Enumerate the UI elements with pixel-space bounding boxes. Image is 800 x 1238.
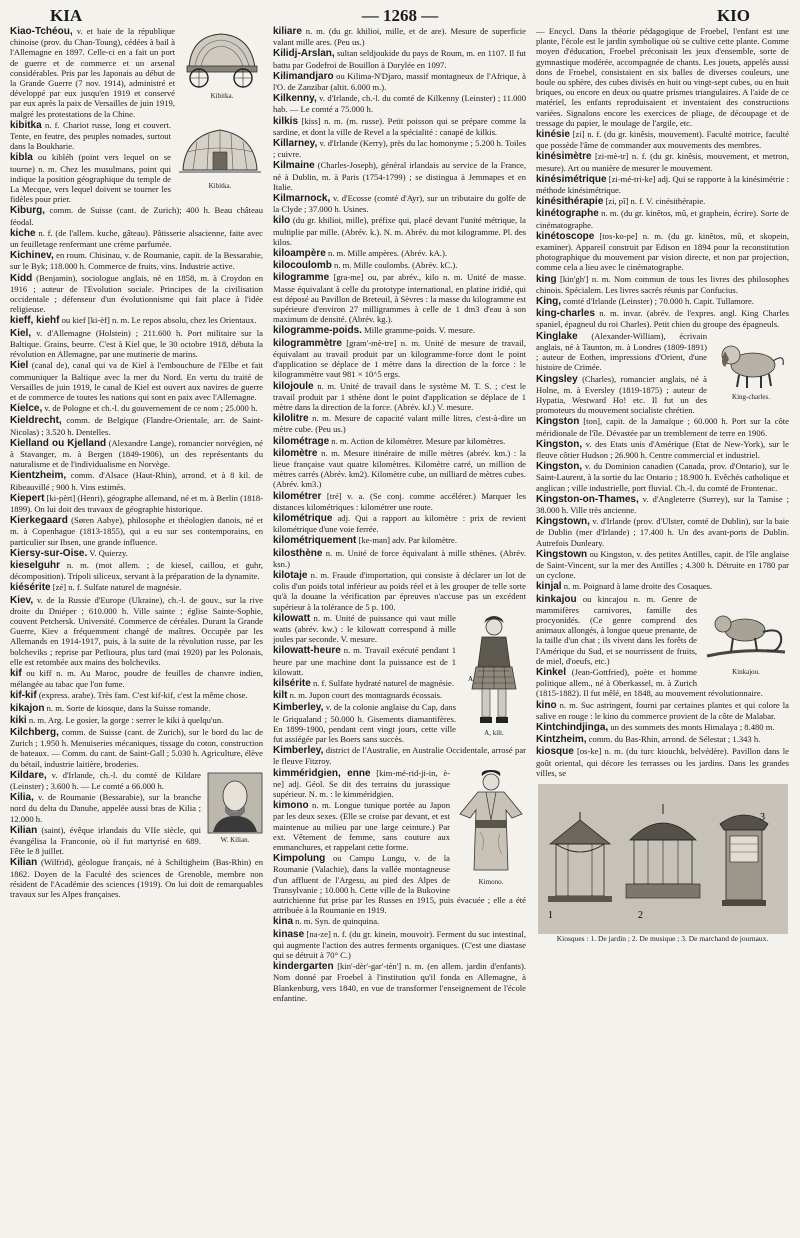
entry-definition: v. d'Angleterre (Surrey), sur la Tamise ; 38.000 h. Ville très ancienne. (536, 493, 789, 515)
dictionary-entry (10, 548, 263, 559)
dictionary-entry (10, 205, 263, 226)
entry-headword: kilomètre (273, 447, 318, 459)
dictionary-entry (536, 296, 789, 307)
entry-headword: kinétographe (536, 208, 599, 220)
entry-definition: ou kiff n. m. Au Maroc, poudre de feuilles de chanvre indien, mélangée au tabac que l'on fume. (10, 667, 263, 690)
kilt-illustration (462, 615, 526, 727)
entry-headword: Kintchindjinga, (536, 722, 609, 733)
entry-headword: kilosthène (273, 547, 323, 559)
entry-headword: kibitka (10, 119, 42, 131)
entry-definition: [ton], capit. de la Jamaïque ; 60.000 h. Port sur la côte méridionale de l'île. Dévastée par un tremblement de terre en 1906. (536, 416, 789, 438)
entry-definition: v. de Roumanie (Bessarabie), sur la branche nord du delta du Danube, appelée aussi bras de Kilia ; 12.000 h. (10, 792, 201, 824)
figure-caption: King-charles. (732, 392, 770, 401)
entry-definition: [ki-pèrt] (Henri), géographe allemand, né et m. à Berlin (1818-1899). On lui doit des travaux de géographie historique. (10, 492, 263, 514)
dictionary-entry (273, 448, 526, 490)
dictionary-entry (273, 570, 526, 612)
entry-definition: [gram'-mè-tre] n. m. Unité de mesure de travail, équivalant au travail produit par un kilogramme-force dont le point d'application se déplace de 1 mètre dans la direction de la force : le kilogrammètre vaut 981 × 10^5 ergs. (273, 337, 526, 380)
dictionary-entry (273, 381, 526, 413)
kibitka-wagon-illustration (181, 28, 263, 90)
entry-definition: [kiss] n. m. (m. russe). Petit poisson qui se prépare comme la sardine, et dont la ville de Revel a la spécialité : canapé de kilkis. (273, 115, 526, 137)
entry-headword: kilowatt (273, 612, 311, 624)
entry-headword: Kimberley, (273, 745, 324, 757)
dictionary-entry (10, 228, 263, 249)
dictionary-entry (10, 857, 263, 899)
entry-definition: v. d'Irlande, ch.-l. du comté de Kilkenny (Leinster) ; 11.000 hab. — Le comté a 75.000 h. (273, 93, 526, 115)
dictionary-entry (536, 700, 789, 721)
entry-headword: Kilidj-Arslan, (273, 48, 335, 60)
entry-definition: n. m. Fraude d'importation, qui consiste à déclarer un lot de colis d'un poids total inférieur au poids réel et à les grouper de telle sorte qu'à la douane la vérification par épreuves n'accuse pas un excédent supérieur à la tolérance de 5 p. 100. (273, 569, 526, 612)
entry-definition: v. d'Irlande (prov. d'Ulster, comté de Dublin), sur la baie de Dublin (mer d'Irlande) ; 17.400 h. Un des avant-ports de Dublin. Autrefois Dunleary. (536, 516, 789, 548)
entry-definition: (canal de), canal qui va de Kiel à l'embouchure de l'Elbe et fait communiquer la Baltique avec la mer du Nord. En vertu du traité de Versailles de juin 1919, le canal de Kiel est ouvert aux navires de guerre et de commerce de toutes les nations qui sont en paix avec l'Allemagne. (10, 360, 263, 402)
entry-definition: sultan seldjoukide du pays de Roum, m. en 1107. Il fut battu par Godefroi de Bouillon à Dorylée en 1097. (273, 48, 526, 70)
entry-definition: n. m. Mille ampères. (Abrév. kA.). (325, 248, 447, 259)
entry-definition: (Wilfrid), géologue français, né à Schiltigheim (Bas-Rhin) en 1862. Doyen de la Faculté des sciences de Grenoble, membre non résident de l'Académie des sciences (1919). On lui doit de remarquables travaux sur les Alpes françaises. (10, 857, 263, 900)
entry-definition: adj. Qui a rapport au kilomètre : prix de revient kilométrique d'une voie ferrée. (273, 512, 526, 535)
entry-headword: kilométrer (273, 490, 322, 502)
figure-caption: Kibitka. (210, 92, 234, 100)
kiosques-illustration (538, 784, 788, 934)
text-columns (10, 26, 790, 1232)
entry-headword: Kilmarnock, (273, 193, 331, 205)
dictionary-entry (273, 215, 526, 247)
entry-headword: kino (536, 699, 557, 711)
dictionary-entry (10, 668, 263, 689)
dictionary-entry (273, 436, 526, 447)
figure-caption: A, kilt. (484, 728, 504, 737)
dictionary-entry (273, 513, 526, 534)
entry-definition: [os-ke] n. m. (du turc kiouchk, belvédère). Pavillon dans le goût oriental, qui décore les terrasses ou les jardins. Dans les grandes villes, se (536, 746, 789, 778)
entry-definition: v. de Pologne et ch.-l. du gouvernement de ce nom ; 25.000 h. (42, 403, 258, 414)
entry-headword: Kimpolung (273, 853, 326, 865)
header-left-guideword: KIA (50, 6, 83, 25)
kibitka-tent-illustration (177, 122, 263, 180)
dictionary-entry (536, 174, 789, 195)
entry-headword: King, (536, 296, 561, 308)
entry-definition: comm. de Belgique (Flandre-Orientale, arr. de Saint-Nicolas) ; 3.520 h. Dentelles. (10, 415, 263, 437)
dictionary-entry (273, 961, 526, 1003)
entry-definition: n. m. Poignard à lame droite des Cosaques. (561, 581, 713, 592)
entry-headword: kieselguhr (10, 559, 61, 571)
entry-definition: n. f. Sulfate hydraté naturel de magnésie. (310, 677, 454, 688)
svg-text:3: 3 (759, 812, 765, 824)
entry-definition: ou Kilima-N'Djaro, massif montagneux de l'Afrique, à l'O. de Zanzibar (altit. 6.000 m.). (273, 70, 526, 93)
column-1 (10, 26, 263, 1232)
entry-headword: Kilkenny, (273, 93, 317, 105)
dictionary-entry (10, 493, 263, 514)
figure-kinkajou (703, 596, 789, 677)
entry-headword: Killarney, (273, 138, 318, 150)
entry-definition: n. m. Syn. de quinquina. (293, 916, 380, 927)
svg-text:A: A (468, 674, 474, 683)
entry-headword: kilocoulomb (273, 260, 332, 272)
dictionary-entry (273, 26, 526, 47)
entry-headword: Kingstown (536, 548, 588, 560)
entry-headword: Kientzheim, (10, 470, 67, 482)
entry-headword: Kingstown, (536, 516, 590, 528)
entry-definition: n. m. Suc astringent, fourni par certaines plantes et qui colore la salive en rouge : le kino du commerce provient de la côte de Malabar. (536, 699, 789, 721)
entry-definition: [tos-ko-pe] n. m. (du gr. kinêtos, mû, et skopein, examiner). Appareil construit par Edison en 1894 pour la reconstitution photographique du mouvement par vision directe, et non par projection, comme cela a lieu avec le cinématographe. (536, 230, 789, 273)
dictionary-entry (536, 231, 789, 273)
entry-headword: kilométrage (273, 435, 330, 447)
entry-headword: Kidd (10, 272, 33, 284)
entry-definition: — Encycl. Dans la théorie pédagogique de Froebel, l'enfant est une plante, l'école est le jardin symbolique où se cultive cette plante. Comme moyen d'éducation, Froebel préconisait les jeux d'ensemble, sorte de gymnastique modérée, accompagnée de chants. Les jouets, appelés aussi dons de Froebel, consistaient en six balles de diverses couleurs, une boule ou sphère, des cubes divisés en huit ou vingt-sept cubes, ou en huit briques, ou encore en deux ou quatre prismes triangulaires. A l'aide de ce matériel, les enfants reproduisaient et inventaient des constructions variées. Signalons encore les exercices de pliage, de découpage et de tressage du papier, le moulage de l'argile, etc. (536, 26, 789, 128)
entry-definition: (Alexander-William), écrivain anglais, né à Taunton, m. à Londres (1809-1891) ; auteur de Eothen, impressions d'Orient, d'une histoire de Crimée. (536, 330, 707, 373)
entry-definition: n. m. Unité de force équivalant à mille sthènes. (Abrév. ksn.) (273, 547, 526, 569)
dictionary-entry (536, 461, 789, 493)
dictionary-entry (536, 549, 789, 581)
entry-headword: kiche (10, 227, 36, 239)
dictionary-entry (536, 722, 789, 733)
dictionary-entry (536, 439, 789, 460)
entry-definition: n. m. invar. (abrév. de l'expres. angl. King Charles spaniel, épagneul du roi Charles). Petit chien du groupe des épagneuls. (536, 308, 789, 330)
entry-headword: Kiel, (10, 327, 32, 339)
dictionary-entry (273, 138, 526, 159)
entry-headword: kibla (10, 152, 33, 164)
entry-headword: kilowatt-heure (273, 645, 341, 657)
dictionary-entry (536, 26, 789, 128)
entry-headword: kinétoscope (536, 230, 595, 242)
entry-headword: king (536, 273, 557, 285)
entry-headword: Kiersy-sur-Oise. (10, 547, 88, 559)
entry-headword: Kierkegaard (10, 515, 68, 527)
entry-definition: n. m. Longue tunique portée au Japon par les deux sexes. (Elle se croise par devant, et est maintenue au milieu par une large ceinture.) Par ext. Vêtement de femme, sans couture aux emmanchures, et rappelant cette forme. (273, 800, 450, 853)
entry-definition: v. de la colonie anglaise du Cap, dans le Griqualand ; 50.000 h. Gisements diamantifères. En 1899-1900, pendant cent vingt jours, cette ville fut assiégée par les Boers sans succès. (273, 702, 456, 744)
dictionary-entry (536, 129, 789, 150)
entry-definition: v. de la Russie d'Europe (Ukraine), ch.-l. de gouv., sur la rive droite du Dniéper ; 610.000 h. Ville sainte ; église Sainte-Sophie, couvent Petchersk. Université. Commerce de céréales. Durant la Grande Guerre, Kiev a fréquemment changé de maîtres. Occupée par les Allemands en 1914-1917, puis, à la suite de la révolution russe, par les bolcheviks ; reprise par Petlioura, plus tard (mai 1920) par les Polonais, elle est retombée aux mains des bolcheviks. (10, 594, 263, 667)
entry-headword: Kingsley (536, 373, 578, 385)
entry-headword: Kingston-on-Thames, (536, 493, 639, 505)
entry-definition: [zé] n. f. Sulfate naturel de magnésie. (50, 582, 182, 593)
dictionary-entry (273, 260, 526, 271)
dictionary-entry (536, 274, 789, 295)
entry-definition: n. m. (du gr. khilioi, mille, et de are). Mesure de superficie valant mille ares. (Peu us.) (273, 26, 526, 48)
entry-definition: comm. de Suisse (cant. de Zurich), sur le bord du lac de Zurich ; 1.950 h. Menuiseries mécaniques, tissage du coton, construction de bateaux. — Comm. du cant. de Saint-Gall ; 5.030 h. Agriculture, élève du bétail, industrie laitière, broderies. (10, 727, 263, 769)
entry-definition: (express. arabe). Très fam. C'est kif-kif, c'est la même chose. (36, 690, 248, 701)
dictionary-entry (10, 438, 263, 470)
dictionary-entry (10, 360, 263, 402)
entry-headword: Kiepert (10, 492, 45, 504)
figure-kimono (456, 770, 526, 887)
entry-headword: Kingston (536, 416, 580, 428)
entry-definition: district de l'Australie, en Australie Occidentale, arrosé par le fleuve Fitzroy. (273, 745, 526, 767)
dictionary-entry (273, 491, 526, 512)
entry-headword: kilogrammètre (273, 337, 342, 349)
entry-definition: v. d'Ecosse (comté d'Ayr), sur un tributaire du golfe de la Clyde ; 37.000 h. Usines. (273, 193, 526, 215)
entry-headword: kif-kif (10, 690, 37, 702)
dictionary-entry (10, 250, 263, 271)
entry-headword: kilt (273, 690, 288, 702)
entry-headword: kilojoule (273, 380, 314, 392)
entry-definition: n. m. Mesure de capacité valant mille litres, c'est-à-dire un mètre cube. (Peu us.) (273, 413, 526, 435)
dictionary-entry (273, 48, 526, 69)
entry-definition: n. m. Mesure itinéraire de mille mètres (abrév. km.) : la lieue française vaut quatre kilomètres. Kilomètre carré, un million de mètres carrés (Abrév. km2). Kilomètre cube, un milliard de mètres cubes. (Abrév. km3.) (273, 447, 526, 490)
dictionary-entry (273, 413, 526, 434)
entry-headword: Kilian (10, 824, 38, 836)
entry-headword: kif (10, 667, 22, 679)
dictionary-entry (273, 71, 526, 92)
entry-definition: comm. du Bas-Rhin, arrond. de Sélestat ; 1.343 h. (586, 734, 761, 745)
entry-headword: Kinkel (536, 666, 567, 678)
entry-headword: kinase (273, 928, 305, 940)
dictionary-entry (273, 325, 526, 336)
entry-definition: [zi-mé-tri-ke] adj. Qui se rapporte à la kinésimétrie : méthode kinésimétrique. (536, 173, 789, 196)
entry-definition: n. m. Unité de travail dans le système M. T. S. ; c'est le travail produit par 1 sthène dont le point d'application se déplace de 1 mètre dans la direction de la force. (Abrév. kJ.) V. mesure. (273, 380, 526, 412)
entry-definition: n. m. (mot allem. ; de kiesel, caillou, et guhr, décomposition). Tripoli siliceux, servant à la préparation de la dynamite. (10, 559, 263, 582)
entry-headword: kilo (273, 215, 291, 227)
entry-definition: v. des Etats unis d'Amérique (Etat de New-York), sur le fleuve côtier Hudson ; 26.900 h. Centre commercial et industriel. (536, 438, 789, 460)
entry-headword: Kilia, (10, 792, 34, 804)
dictionary-entry (536, 516, 789, 548)
entry-definition: ou kibléh (point vers lequel on se tourne) n. m. Chez les musulmans, point qui indique la position géographique du temple de La Mecque, vers lequel doivent se tourner les fidèles pour prier. (10, 152, 171, 205)
figure-caption: Kimono. (478, 877, 504, 886)
entry-definition: v. d'Allemagne (Holstein) ; 211.600 h. Port militaire sur la Baltique. Grains, beurre. C'est à Kiel que, le 30 octobre 1918, débuta la révolution en Allemagne, par une mutinerie de marins. (10, 327, 263, 360)
entry-headword: kilométriquement (273, 535, 357, 547)
entry-definition: [tré] v. a. (Se conj. comme accélérer.) Marquer les distances kilométriques : kilométrer une route. (273, 490, 526, 512)
entry-headword: kilogramme (273, 272, 330, 284)
dictionary-entry (10, 328, 263, 360)
entry-headword: kiki (10, 714, 27, 726)
figure-kibitka-tent (177, 122, 263, 191)
entry-definition: [zi] n. f. (du gr. kinêsis, mouvement). Faculté motrice, faculté que possède l'âme de commander aux mouvements des membres. (536, 129, 789, 151)
kinkajou-illustration (703, 596, 789, 666)
entry-definition: ou Campu Lungu, v. de la Roumanie (Valachie), dans la vallée montagneuse d'un affluent de l'Argesu, au pied des Alpes de Transylvanie ; 10.000 h. Cette ville de la Bukovine autrichienne fut prise par les Russes en 1915, puis évacuée ; elle a été attribuée à la Roumanie en 1919. (273, 853, 526, 916)
dictionary-entry (273, 272, 526, 324)
dictionary-entry (536, 734, 789, 745)
entry-headword: kinésie (536, 129, 570, 141)
dictionary-entry (10, 595, 263, 667)
king-charles-dog-illustration (713, 333, 789, 391)
entry-definition: [kin'gh'] n. m. Nom commun de tous les livres des philosophes chinois. Spécialem. Les livres sacrés réunis par Confucius. (536, 273, 789, 295)
kiosques-caption: Kiosques : 1. De jardin ; 2. De musique ; 3. De marchand de journaux. (556, 934, 769, 944)
figure-kiosques (536, 784, 789, 944)
svg-text:1: 1 (547, 910, 553, 922)
entry-definition: [na-ze] n. f. (du gr. kinein, mouvoir). Ferment du suc intestinal, qui augmente l'action des autres ferments organiques. (C'est une diastase qui se détruit à 70° C.) (273, 928, 526, 961)
entry-headword: kimméridgien, enne (273, 767, 371, 779)
entry-definition: [kim-mé-rid-ji-in, è-ne] adj. Géol. Se dit des terrains du jurassique supérieur. N. m. : le kimméridgien. (273, 767, 450, 800)
dictionary-entry (10, 560, 263, 581)
entry-definition: n. m. Sorte de kiosque, dans la Suisse romande. (44, 702, 211, 713)
entry-headword: kieff, kiehf (10, 315, 60, 327)
column-2 (273, 26, 526, 1232)
entry-headword: Kiel (10, 360, 29, 372)
entry-headword: Kielland ou Kjelland (10, 437, 107, 449)
figure-caption: Kibitka. (208, 181, 232, 190)
entry-headword: Kimberley, (273, 702, 324, 714)
entry-headword: kina (273, 916, 294, 928)
entry-definition: (Alexandre Lange), romancier norvégien, né à Stavanger, m. à Bergen (1849-1906), un des représentants du naturalisme et de l'individualisme en Norvège. (10, 437, 263, 470)
entry-definition: v. d'Irlande (Kerry), près du lac homonyme ; 5.200 h. Toiles ; cuivre. (273, 138, 526, 160)
kilian-portrait-illustration (207, 772, 263, 834)
entry-headword: Kingston, (536, 461, 583, 473)
entry-headword: Kinglake (536, 330, 578, 342)
entry-definition: (Charles-Joseph), général irlandais au service de la France, né à Dublin, m. à Paris (1754-1799) ; se distingua à Jemmapes et en Italie. (273, 160, 526, 192)
figure-caption: Kinkajou. (732, 667, 760, 676)
entry-definition: comm. de Suisse (cant. de Zurich); 400 h. Beau château féodal. (10, 205, 263, 227)
entry-headword: kimono (273, 800, 309, 812)
entry-headword: Kielce, (10, 403, 43, 415)
page-number: — 1268 — (361, 6, 439, 25)
entry-definition: comté d'Irlande (Leinster) ; 70.000 h. Capit. Tullamore. (561, 296, 754, 307)
dictionary-entry (273, 929, 526, 961)
dictionary-entry (536, 196, 789, 207)
entry-headword: Kiev, (10, 594, 34, 606)
entry-headword: Kintzheim, (536, 734, 587, 746)
entry-definition: comm. d'Alsace (Haut-Rhin), arrond. et à 8 kil. de Ribeauvillé ; 900 h. Vins estimés. (10, 470, 263, 492)
entry-definition: n. m. Jupon court des montagnards écossais. (287, 690, 443, 701)
entry-definition: V. Quierzy. (87, 547, 128, 558)
dictionary-entry (536, 416, 789, 437)
entry-headword: kiloampère (273, 248, 326, 260)
entry-definition: (Benjamin), sociologue anglais, né en 1858, m. à Croydon en 1916 ; auteur de l'Evolution sociale. Principes de la civilisation occidentale ; défenseur d'un évolutionnisme qui fait place à l'idée religieuse. (10, 272, 263, 315)
entry-definition: v. du Dominion canadien (Canada, prov. d'Ontario), sur le Saint-Laurent, à la sortie du lac Ontario ; 18.900 h. Evêchés catholique et anglican ; ville industrielle, port fluvial. Ch.-l. du comté de Frontenac. (536, 461, 789, 493)
entry-headword: Kiburg, (10, 205, 45, 217)
entry-definition: [zi-mè-tr] n. f. (du gr. kinêsis, mouvement, et metron, mesure). Art ou manière de mesurer le mouvement. (536, 151, 789, 173)
dictionary-entry (536, 494, 789, 515)
entry-definition: n. m. (du gr. kinêtos, mû, et graphein, écrire). Sorte de cinématographe. (536, 208, 789, 230)
entry-headword: kinésimètre (536, 151, 592, 163)
entry-definition: v. et baie de la république chinoise (prov. du Chan-Toung), cédées à bail à l'Allemagne en 1897. Celle-ci en a fait un port de guerre et de commerce et un arsenal considérables. Pris par les Japonais au début de la Grande Guerre (7 nov. 1914), administré et développé par eux jusqu'en 1919 et conservé par eux après la paix de Versailles de juin 1919, malgré les protestations de la Chine. (10, 26, 175, 119)
entry-definition: n. m. Mille coulombs. (Abrév. kC.). (331, 260, 458, 271)
entry-headword: kilolitre (273, 413, 309, 425)
entry-headword: Kiao-Tchéou, (10, 26, 73, 37)
entry-headword: kiosque (536, 746, 574, 758)
dictionary-entry (273, 745, 526, 766)
entry-definition: [zi, pî] n. f. V. cinésithérapie. (603, 196, 706, 207)
entry-headword: kiliare (273, 26, 302, 37)
figure-king-charles (713, 333, 789, 402)
entry-headword: Kingston, (536, 438, 583, 450)
kimono-illustration (456, 770, 526, 876)
figure-kilian-portrait (207, 772, 263, 845)
entry-headword: Kilimandjaro (273, 70, 334, 82)
dictionary-entry (10, 415, 263, 436)
entry-definition: n. m. Action de kilométrer. Mesure par kilomètres. (329, 435, 506, 446)
dictionary-entry (10, 515, 263, 547)
dictionary-entry (536, 581, 789, 592)
dictionary-entry (536, 151, 789, 172)
entry-definition: (Jean-Gottfried), poète et homme politique allem., né à Oberkassel, m. à Zurich (1815-1882). Il fut mêlé, en 1848, au mouvement révolutionnaire. (536, 666, 763, 699)
dictionary-entry (536, 308, 789, 329)
entry-definition: (Søren Aabye), philosophe et théologien danois, né et m. à Copenhague (1813-1855), qui a eu sur ses contemporains, en particulier sur Ibsen, une grande influence. (10, 515, 263, 547)
figure-caption: W. Kilian. (220, 835, 250, 844)
dictionary-entry (273, 535, 526, 546)
column-3 (536, 26, 789, 1232)
entry-headword: kilsérite (273, 677, 311, 689)
figure-kibitka-wagon (181, 28, 263, 101)
entry-definition: n. f. (de l'allem. kuche, gâteau). Pâtisserie alsacienne, faite avec un feuilletage renfermant une crème parfumée. (10, 227, 263, 250)
entry-headword: Kilian (10, 857, 38, 869)
dictionary-entry (10, 703, 263, 714)
dictionary-entry (273, 248, 526, 259)
dictionary-entry (10, 315, 263, 326)
dictionary-entry (10, 727, 263, 769)
entry-headword: kinésimétrique (536, 173, 607, 185)
entry-headword: king-charles (536, 308, 595, 320)
header-right-guideword: KIO (716, 6, 750, 25)
entry-headword: kikajon (10, 702, 45, 714)
entry-definition: n. m. Unité de puissance qui vaut mille watts (abrév. kw.) : le kilowatt correspond à mille joules par seconde. V. mesure. (273, 612, 456, 645)
dictionary-entry (10, 690, 263, 701)
entry-headword: kilométrique (273, 512, 333, 524)
dictionary-entry (10, 582, 263, 593)
dictionary-entry (273, 916, 526, 927)
dictionary-entry (273, 193, 526, 214)
entry-definition: ou kief [ki-èf] n. m. Le repos absolu, chez les Orientaux. (59, 315, 257, 326)
dictionary-entry (273, 160, 526, 192)
entry-definition: Mille gramme-poids. V. mesure. (361, 325, 475, 336)
entry-headword: Kieldrecht, (10, 415, 62, 427)
page-header (10, 4, 790, 26)
entry-headword: kilotaje (273, 569, 308, 581)
entry-definition: un des sommets des monts Himalaya ; 8.480 m. (608, 722, 775, 732)
dictionary-entry (273, 93, 526, 114)
entry-headword: kinjal (536, 581, 562, 593)
entry-definition: ou kincajou n. m. Genre de mammifères carnivores, famille des procyonidés. (Ce genre comprend des animaux allongés, à longue queue prenante, de la taille d'un chat ; ils vivent dans les forêts de l'Amérique du Sud, et se nourrissent de fruits, de miel, d'oeufs, etc.) (536, 593, 697, 666)
svg-text:2: 2 (637, 910, 643, 922)
entry-definition: n. m. Travail exécuté pendant 1 heure par une machine dont la puissance est de 1 kilowatt. (273, 645, 456, 677)
dictionary-entry (10, 470, 263, 491)
entry-headword: Kichinev, (10, 250, 54, 262)
dictionary-entry (10, 715, 263, 726)
entry-headword: kinkajou (536, 593, 577, 605)
entry-definition: v. d'Irlande, ch.-l. du comté de Kildare (Leinster) ; 3.600 h. — Le comté a 66.000 h. (10, 769, 201, 792)
entry-definition: (Charles), romancier anglais, né à Holne, m. à Eversley (1819-1875) ; auteur de Hypatia, Westward Ho! etc. Il fut un des promoteurs du mouvement socialiste chrétien. (536, 373, 707, 416)
entry-headword: kilkis (273, 115, 299, 127)
entry-headword: Kildare, (10, 769, 47, 781)
entry-headword: Kilmaine (273, 160, 315, 172)
entry-headword: kilogramme-poids. (273, 325, 362, 337)
figure-kilt (462, 615, 526, 738)
entry-definition: [kin'-dèr'-gar'-tèn'] n. m. (en allem. jardin d'enfants). Nom donné par Froebel à l'institution qu'il fonda en Allemagne, à Blankenburg, vers 1840, en vue de transformer l'enseignement de l'école enfantine. (273, 961, 526, 1003)
entry-headword: kiésérite (10, 582, 51, 594)
entry-definition: (saint), évêque irlandais du VIIe siècle, qui évangélisa la Franconie, où il fut martyrisé en 689. Fête le 8 juillet. (10, 824, 201, 857)
dictionary-entry (10, 273, 263, 315)
entry-definition: ou Kingston, v. des petites Antilles, capit. de l'île anglaise de Saint-Vincent, sur la mer des Antilles ; 4.300 h. Détruite en 1780 par un cyclone. (536, 548, 789, 581)
entry-definition: [ke-man] adv. Par kilomètre. (356, 535, 457, 546)
entry-definition: (du gr. khilioi, mille), préfixe qui, placé devant l'unité métrique, la multiplie par mille. (Abrév. k.). N. m. Abrév. du mot kilogramme. Pl. des kilos. (273, 215, 526, 247)
dictionary-entry (273, 116, 526, 137)
entry-definition: [gra-me] ou, par abrév., kilo n. m. Unité de masse. Masse équivalant à celle du prototype international, en platine iridié, qui est déposé au Pavillon de Breteuil, à Sèvres : la masse du kilogramme est supérieure d'environ 27 milligrammes à celle de 1 dm3 d'eau à son maximum de densité. (Abrév. kg.). (273, 272, 526, 325)
entry-definition: en roum. Chisinau, v. de Roumanie, capit. de la Bessarabie, sur le Byk; 118.000 h. Commerce de fruits, vins. Industrie active. (10, 250, 263, 272)
entry-headword: kinésithérapie (536, 196, 604, 208)
dictionary-entry (536, 208, 789, 229)
dictionary-entry (273, 338, 526, 380)
dictionary-entry (10, 403, 263, 414)
dictionary-entry (273, 548, 526, 569)
entry-definition: n. f. Chariot russe, long et couvert. Tente, en feutre, des peuples nomades, surtout dans la Boukharie. (10, 119, 171, 152)
entry-headword: Kilchberg, (10, 727, 59, 738)
entry-definition: n. m. Arg. Le gosier, la gorge : serrer le kiki à quelqu'un. (26, 714, 224, 725)
entry-headword: kindergarten (273, 961, 334, 973)
dictionary-entry (536, 746, 789, 778)
